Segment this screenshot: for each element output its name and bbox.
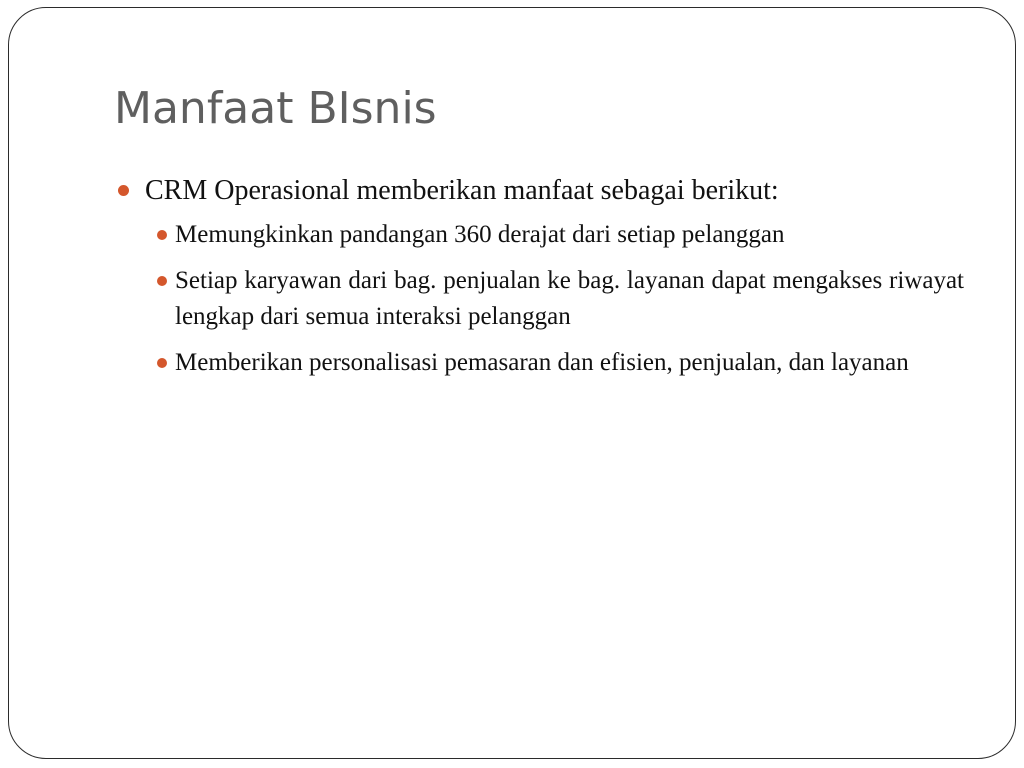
slide-title: Manfaat BIsnis [114, 83, 437, 134]
sub-bullet-item [157, 263, 964, 335]
sub-bullet-text: Memberikan personalisasi pemasaran dan efisien, penjualan, dan layanan [175, 349, 909, 376]
bullet-text: CRM Operasional memberikan manfaat sebagai berikut: [145, 175, 779, 206]
sub-bullet-item [157, 345, 964, 381]
slide-content [118, 170, 964, 391]
sub-bullet-text: Memungkinkan pandangan 360 derajat dari setiap pelanggan [175, 221, 785, 248]
bullet-dot-icon [157, 276, 167, 286]
bullet-dot-icon [157, 230, 167, 240]
bullet-dot-icon [157, 358, 167, 368]
bullet-dot-icon [118, 185, 129, 196]
bullet-item [118, 170, 964, 211]
sub-bullet-text: Setiap karyawan dari bag. penjualan ke bag. layanan dapat mengakses riwayat lengkap dari semua interaksi pelanggan [175, 267, 964, 330]
sub-bullet-item [157, 217, 964, 253]
